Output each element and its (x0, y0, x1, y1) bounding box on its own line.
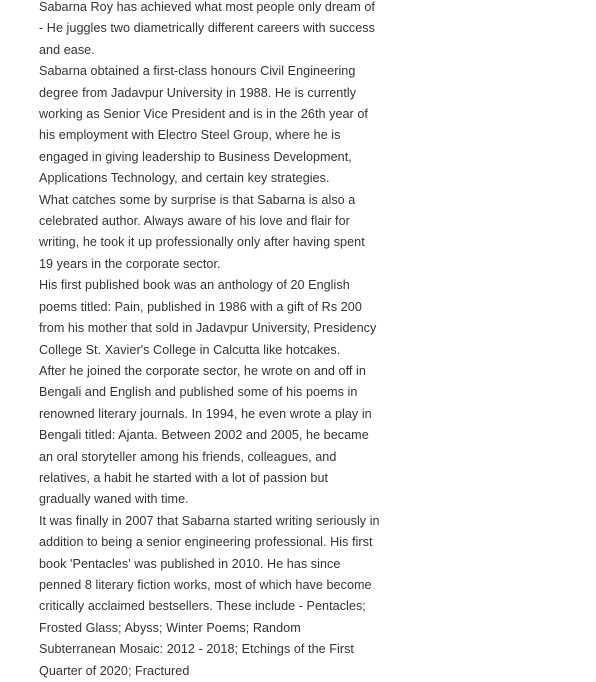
paragraph-intro: Sabarna Roy has achieved what most people only dream of - He juggles two diametrically different careers with success and ease. (39, 0, 375, 57)
paragraph-first-book: His first published book was an anthology of 20 English poems titled: Pain, published in 1986 with a gift of Rs 200 from his mother that sold in Jadavpur University, Presidency College St. Xavier's College in Calcutta like hotcakes. (39, 278, 377, 357)
paragraph-author: What catches some by surprise is that Sabarna is also a celebrated author. Always aware of his love and flair for writing, he took it up professionally only after having spent 19 years in the corporate sector. (39, 192, 365, 271)
paragraph-corporate-writing: After he joined the corporate sector, he wrote on and off in Bengali and English and published some of his poems in renowned literary journals. In 1994, he even wrote a play in Bengali titled: Ajanta. Between 2002 and 2005, he became an oral storyteller among his friends, colleagues, and relatives, a habit he started with a lot of passion but gradually waned with time. (39, 363, 372, 507)
paragraph-career: Sabarna obtained a first-class honours Civil Engineering degree from Jadavpur University in 1988. He is currently working as Senior Vice President and is in the 26th year of his employment with Electro Steel Group, where he is engaged in giving leadership to Business Development, Applications Technology, and certain key strategies. (39, 64, 368, 186)
paragraph-works: It was finally in 2007 that Sabarna started writing seriously in addition to being a senior engineering professional. His first book 'Pentacles' was published in 2010. He has since penned 8 literary fiction works, most of which have become critically acclaimed bestsellers. These include - Pentacles; Frosted Glass; Abyss; Winter Poems; Random Subterranean Mosaic: 2012 - 2018; Etchings of the First Quarter of 2020; Fractured (39, 513, 380, 678)
article-body (39, 0, 381, 682)
